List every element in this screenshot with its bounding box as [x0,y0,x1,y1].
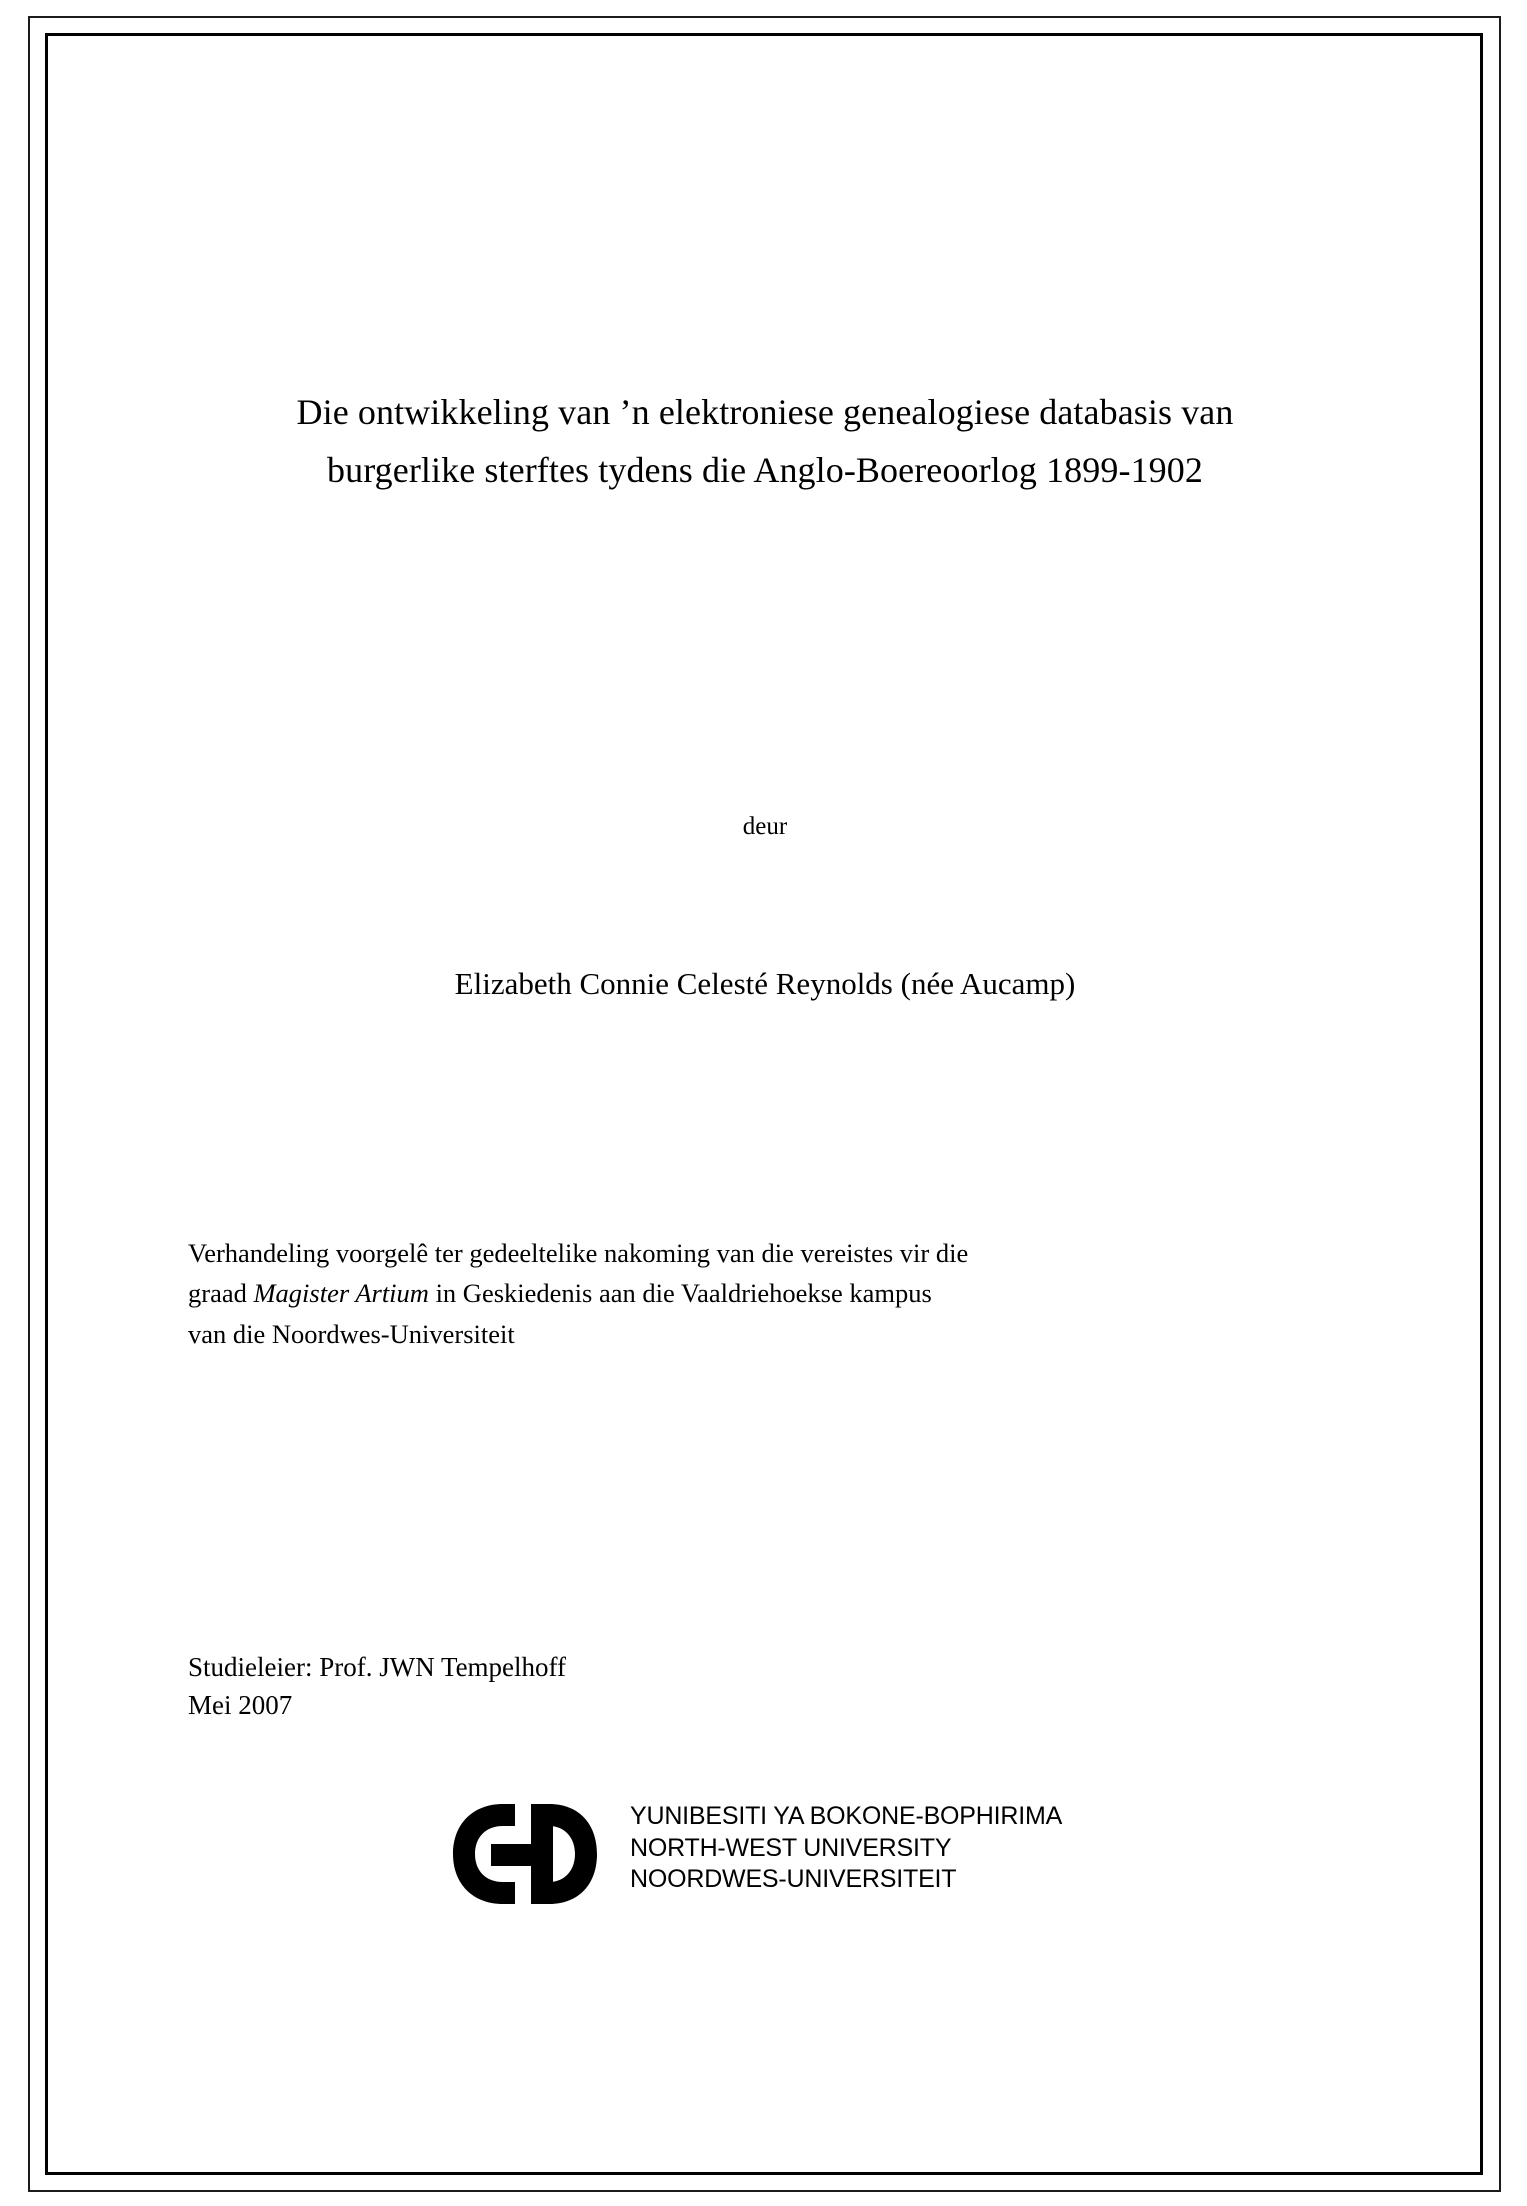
logo-line-english: NORTH-WEST UNIVERSITY [630,1833,952,1862]
author-name: Elizabeth Connie Celesté Reynolds (née Aucamp) [454,966,1076,1001]
degree-statement [188,1233,1353,1354]
byline-label: deur [742,813,788,840]
supervisor-block [188,1648,1088,1725]
title-line-1: Die ontwikkeling van ’n elektroniese genealogiese databasis van [296,392,1234,432]
title-line-2: burgerlike sterftes tydens die Anglo-Boereoorlog 1899-1902 [327,450,1203,491]
statement-line-3: van die Noordwes-Universiteit [188,1318,515,1349]
title-page [45,33,1483,2175]
logo-wordmark [630,1801,1062,1896]
statement-line-1: Verhandeling voorgelê ter gedeeltelike nakoming van die vereistes vir die [188,1238,969,1268]
statement-line-2-suffix: in Geskiedenis aan die Vaaldriehoekse kampus [428,1278,932,1309]
university-logo [445,1793,1085,1923]
submission-date: Mei 2007 [188,1690,293,1721]
statement-line-2-prefix: graad [188,1278,254,1309]
north-west-university-logo-mark [445,1798,615,1910]
supervisor-name: Studieleier: Prof. JWN Tempelhoff [188,1652,567,1682]
logo-line-afrikaans: NOORDWES-UNIVERSITEIT [630,1865,957,1893]
logo-line-setswana: YUNIBESITI YA BOKONE-BOPHIRIMA [630,1802,1063,1830]
statement-line-2 [188,1273,1353,1313]
page-title [185,383,1345,500]
degree-name: Magister Artium [253,1278,429,1309]
